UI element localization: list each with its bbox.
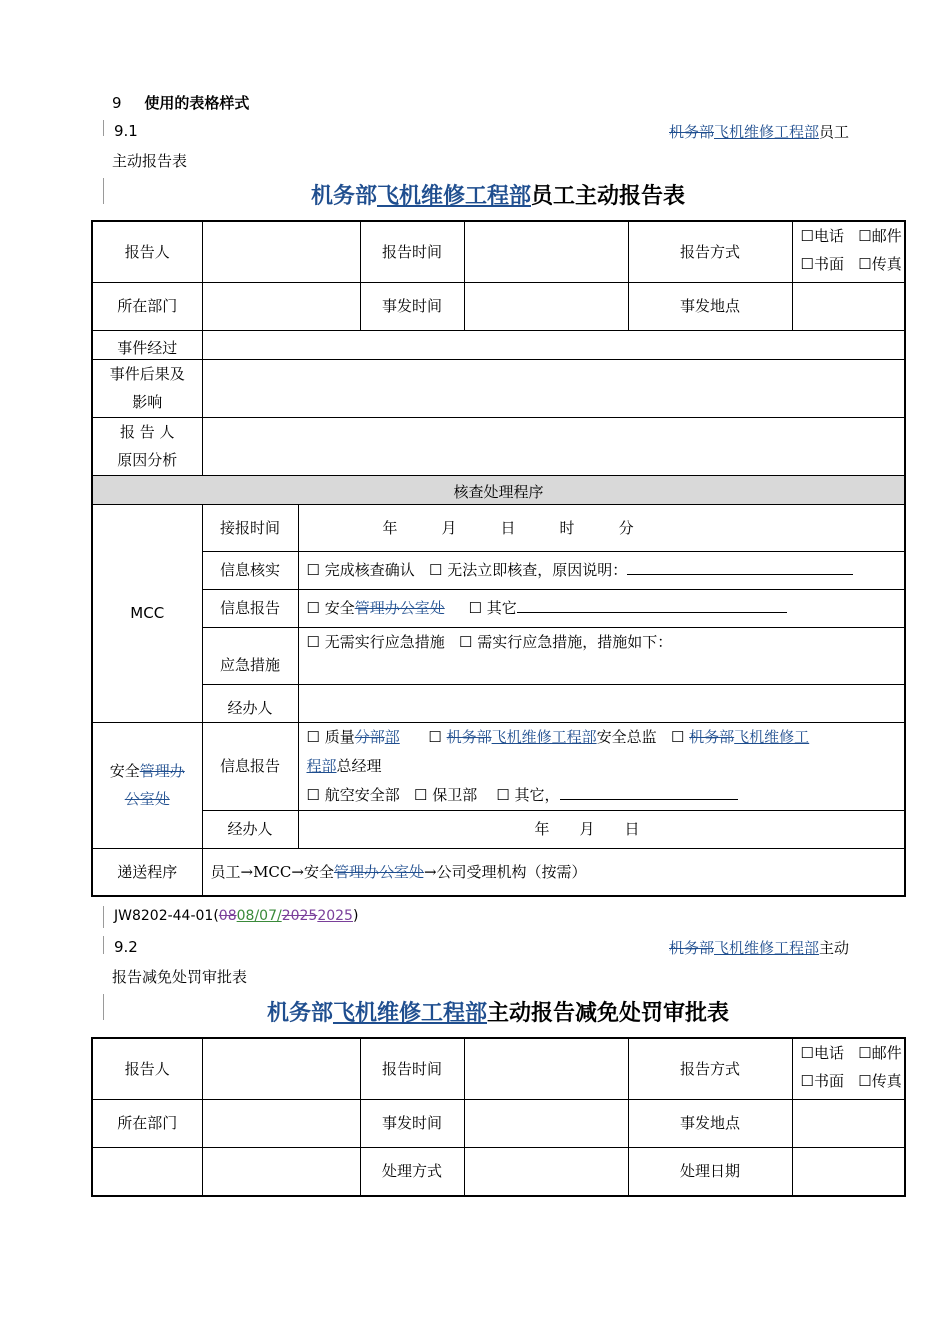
verify-options (298, 551, 905, 589)
label-info-report: 信息报告 (202, 589, 298, 627)
field-handler[interactable] (298, 684, 905, 722)
checkbox-phone[interactable]: ☐电话 (800, 1044, 844, 1062)
label-safety-office: 安全管理办 公室处 (92, 722, 202, 848)
label-mcc: MCC (92, 504, 202, 722)
field-reporter[interactable] (202, 1038, 360, 1099)
label-safety-info-report: 信息报告 (202, 722, 298, 810)
revision-mark (103, 906, 104, 928)
field-report-time[interactable] (464, 221, 628, 282)
field-handle-date[interactable] (792, 1147, 905, 1196)
checkbox-aviation-safety[interactable]: ☐ 航空安全部 (306, 785, 400, 804)
field-dept[interactable] (202, 282, 360, 330)
label-consequence: 事件后果及 影响 (92, 359, 202, 417)
label-incident-time: 事发时间 (360, 282, 464, 330)
report-method-options (792, 221, 905, 282)
label-report-method: 报告方式 (628, 1038, 792, 1099)
checkbox-verify-unable[interactable]: ☐ 无法立即核查，原因说明： (429, 561, 628, 579)
label-handler-2: 经办人 (202, 810, 298, 848)
label-incident-place: 事发地点 (628, 282, 792, 330)
checkbox-no-emergency[interactable]: ☐ 无需实行应急措施 (306, 632, 445, 651)
label-receive-time: 接报时间 (202, 504, 298, 551)
document-code: JW8202-44-01(0808/07/20252025) (114, 908, 359, 924)
checkbox-safety-other[interactable]: ☐ 其它， (496, 785, 560, 804)
checkbox-mail[interactable]: ☐邮件 (858, 227, 902, 245)
field-incident-time[interactable] (464, 282, 628, 330)
report-method-options (792, 1038, 905, 1099)
checkbox-other[interactable]: ☐ 其它 (468, 599, 517, 617)
field-cause[interactable] (202, 417, 905, 475)
label-reporter: 报告人 (92, 221, 202, 282)
form-ref-9-1: 机务部飞机维修工程部员工 (669, 123, 850, 141)
checkbox-security[interactable]: ☐ 保卫部 (414, 785, 478, 804)
info-report-options (298, 589, 905, 627)
field-consequence[interactable] (202, 359, 905, 417)
label-cause: 报 告 人 原因分析 (92, 417, 202, 475)
field-blank-2[interactable] (202, 1147, 360, 1196)
form-ref-9-2: 机务部飞机维修工程部主动 (669, 939, 850, 957)
label-emergency: 应急措施 (202, 627, 298, 684)
form-title-1: 机务部飞机维修工程部员工主动报告表 (310, 184, 686, 209)
emergency-options (298, 627, 905, 684)
receive-time-field[interactable]: 年 月 日 时 分 (298, 504, 905, 551)
label-dept: 所在部门 (92, 282, 202, 330)
review-header: 核查处理程序 (92, 475, 905, 504)
checkbox-fax[interactable]: ☐传真 (858, 255, 902, 273)
label-verify: 信息核实 (202, 551, 298, 589)
label-incident-place: 事发地点 (628, 1099, 792, 1147)
safety-other-line[interactable] (560, 783, 738, 800)
label-report-time: 报告时间 (360, 221, 464, 282)
checkbox-general-manager[interactable]: ☐ 机务部飞机维修工 程部总经理 (306, 727, 810, 775)
checkbox-quality[interactable]: ☐ 质量分部部 (306, 727, 400, 746)
field-incident-place[interactable] (792, 1099, 905, 1147)
checkbox-written[interactable]: ☐书面 (800, 1072, 844, 1090)
revision-mark (103, 120, 104, 136)
checkbox-safety-office[interactable]: ☐ 安全管理办公室处 (306, 599, 445, 617)
field-process[interactable] (202, 330, 905, 359)
checkbox-verify-done[interactable]: ☐ 完成核查确认 (306, 561, 415, 579)
penalty-waiver-form (91, 1037, 906, 1197)
form-ref-9-1-line2: 主动报告表 (112, 152, 188, 170)
checkbox-safety-director[interactable]: ☐ 机务部飞机维修工程部安全总监 (428, 727, 657, 746)
handler-date-field[interactable]: 年 月 日 (298, 810, 905, 848)
field-blank[interactable] (92, 1147, 202, 1196)
field-dept[interactable] (202, 1099, 360, 1147)
label-reporter: 报告人 (92, 1038, 202, 1099)
checkbox-phone[interactable]: ☐电话 (800, 227, 844, 245)
subsection-number-9-1: 9.1 (114, 122, 138, 140)
section-title: 使用的表格样式 (144, 94, 250, 112)
field-incident-time[interactable] (464, 1099, 628, 1147)
form-title-2: 机务部飞机维修工程部主动报告减免处罚审批表 (266, 1001, 730, 1026)
safety-report-options (298, 722, 905, 810)
field-reporter[interactable] (202, 221, 360, 282)
label-dept: 所在部门 (92, 1099, 202, 1147)
label-handler: 经办人 (202, 684, 298, 722)
label-process: 事件经过 (92, 330, 202, 359)
checkbox-emergency[interactable]: ☐ 需实行应急措施，措施如下： (459, 632, 673, 651)
verify-reason-line[interactable] (627, 558, 853, 575)
checkbox-mail[interactable]: ☐邮件 (858, 1044, 902, 1062)
section-number: 9 (112, 94, 122, 112)
delivery-procedure: 员工→MCC→安全管理办公室处→公司受理机构（按需） (202, 848, 905, 896)
label-handle-date: 处理日期 (628, 1147, 792, 1196)
label-report-time: 报告时间 (360, 1038, 464, 1099)
checkbox-fax[interactable]: ☐传真 (858, 1072, 902, 1090)
form-ref-9-2-line2: 报告减免处罚审批表 (112, 968, 248, 986)
employee-report-form (91, 220, 906, 897)
label-delivery: 递送程序 (92, 848, 202, 896)
field-report-time[interactable] (464, 1038, 628, 1099)
field-incident-place[interactable] (792, 282, 905, 330)
revision-mark (103, 936, 104, 954)
subsection-number-9-2: 9.2 (114, 938, 138, 956)
section-heading (112, 92, 249, 113)
field-handle-method[interactable] (464, 1147, 628, 1196)
checkbox-written[interactable]: ☐书面 (800, 255, 844, 273)
label-handle-method: 处理方式 (360, 1147, 464, 1196)
label-report-method: 报告方式 (628, 221, 792, 282)
other-line[interactable] (517, 596, 787, 613)
label-incident-time: 事发时间 (360, 1099, 464, 1147)
